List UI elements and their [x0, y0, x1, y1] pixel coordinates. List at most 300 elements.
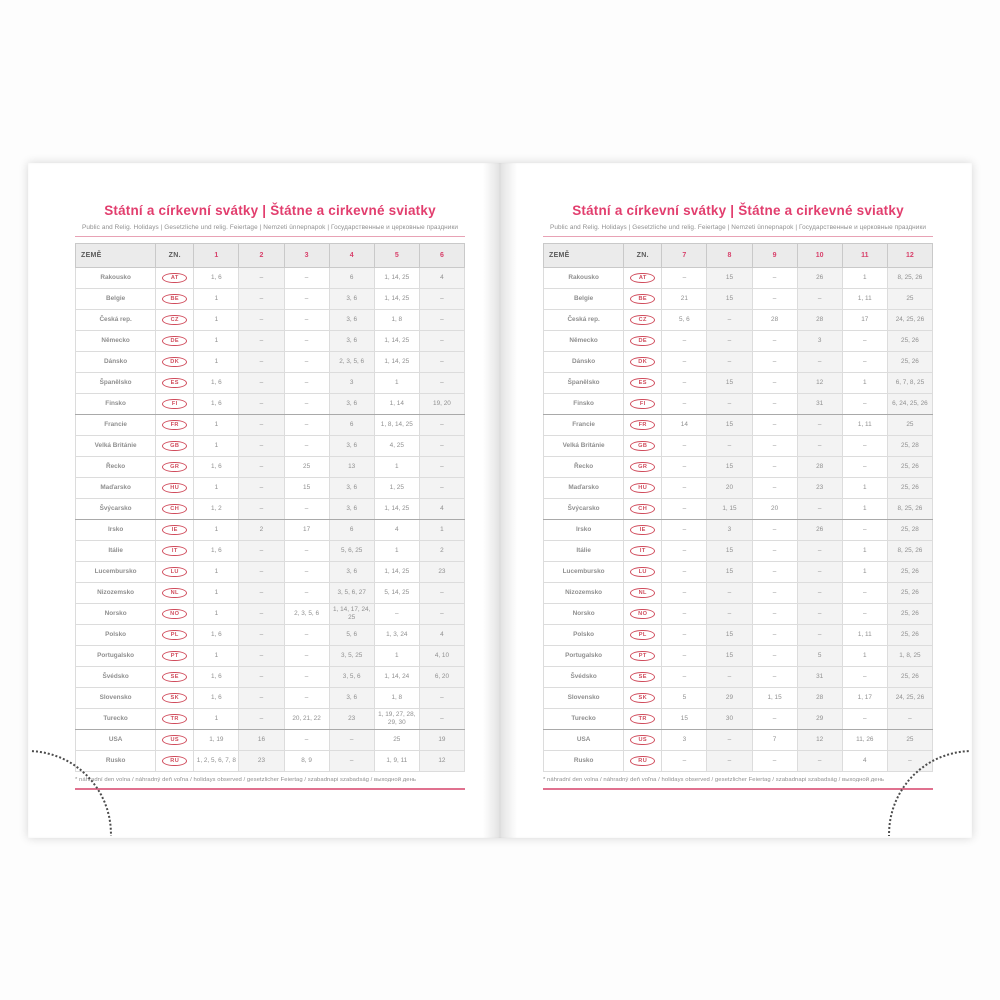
- holiday-dates-cell: 8, 25, 26: [887, 499, 932, 520]
- holiday-dates-cell: 25, 28: [887, 436, 932, 457]
- country-name: Německo: [544, 331, 624, 352]
- holiday-dates-cell: 7: [752, 730, 797, 751]
- holiday-dates-cell: –: [239, 604, 284, 625]
- country-code-oval: AT: [630, 273, 655, 284]
- country-code-oval: IE: [630, 525, 655, 536]
- holiday-dates-cell: 1, 6: [194, 625, 239, 646]
- holiday-dates-cell: 15: [707, 289, 752, 310]
- country-code-badge: [624, 562, 662, 583]
- holiday-dates-cell: 3: [707, 520, 752, 541]
- country-code-badge: [624, 499, 662, 520]
- table-row: [544, 646, 933, 667]
- column-header-month-1: 1: [194, 244, 239, 268]
- holiday-dates-cell: 1, 6: [194, 667, 239, 688]
- table-row: [76, 562, 465, 583]
- holiday-dates-cell: –: [284, 562, 329, 583]
- country-code-oval: NL: [630, 588, 655, 599]
- column-header-month-5: 5: [374, 244, 419, 268]
- table-row: [76, 709, 465, 730]
- country-code-badge: [624, 709, 662, 730]
- country-code-oval: ES: [162, 378, 187, 389]
- holiday-dates-cell: –: [752, 562, 797, 583]
- table-row: [544, 268, 933, 289]
- country-name: Norsko: [544, 604, 624, 625]
- holiday-dates-cell: 23: [239, 751, 284, 772]
- country-code-badge: [624, 583, 662, 604]
- country-code-oval: GB: [630, 441, 655, 452]
- holiday-dates-cell: –: [284, 268, 329, 289]
- holiday-dates-cell: 1, 8: [374, 310, 419, 331]
- holiday-dates-cell: 8, 25, 26: [887, 268, 932, 289]
- holiday-dates-cell: 2, 3, 5, 6: [329, 352, 374, 373]
- table-row: [76, 520, 465, 541]
- holiday-dates-cell: 1, 6: [194, 268, 239, 289]
- holiday-dates-cell: –: [662, 646, 707, 667]
- holiday-dates-cell: 1, 6: [194, 541, 239, 562]
- table-row: [76, 268, 465, 289]
- holiday-dates-cell: 5: [797, 646, 842, 667]
- holiday-dates-cell: 8, 9: [284, 751, 329, 772]
- country-code-oval: PT: [630, 651, 655, 662]
- country-code-oval: PL: [630, 630, 655, 641]
- holiday-dates-cell: 25: [284, 457, 329, 478]
- table-row: [76, 415, 465, 436]
- book-spine-shadow: [483, 163, 517, 838]
- holiday-dates-cell: –: [239, 415, 284, 436]
- country-code-badge: [624, 457, 662, 478]
- holiday-dates-cell: –: [707, 730, 752, 751]
- holiday-dates-cell: –: [752, 289, 797, 310]
- holiday-dates-cell: –: [707, 436, 752, 457]
- holiday-dates-cell: 1: [194, 583, 239, 604]
- holiday-dates-cell: 25, 26: [887, 478, 932, 499]
- holiday-dates-cell: 1: [194, 709, 239, 730]
- column-header-month-3: 3: [284, 244, 329, 268]
- column-header-month-7: 7: [662, 244, 707, 268]
- holiday-dates-cell: 25: [374, 730, 419, 751]
- table-row: [544, 709, 933, 730]
- table-row: [544, 478, 933, 499]
- holiday-dates-cell: –: [797, 562, 842, 583]
- holiday-dates-cell: 1, 11: [842, 415, 887, 436]
- holiday-dates-cell: –: [419, 604, 464, 625]
- holiday-dates-cell: –: [707, 667, 752, 688]
- holiday-dates-cell: 15: [707, 625, 752, 646]
- holiday-dates-cell: 1, 14, 25: [374, 289, 419, 310]
- country-name: Španělsko: [76, 373, 156, 394]
- table-row: [76, 394, 465, 415]
- pink-rule-bottom: [75, 788, 465, 790]
- holiday-dates-cell: 15: [707, 268, 752, 289]
- holiday-dates-cell: 26: [797, 520, 842, 541]
- holiday-dates-cell: –: [797, 415, 842, 436]
- holiday-dates-cell: –: [419, 415, 464, 436]
- holiday-dates-cell: 28: [752, 310, 797, 331]
- holiday-dates-cell: –: [662, 625, 707, 646]
- holiday-dates-cell: –: [662, 499, 707, 520]
- holiday-dates-cell: 3: [797, 331, 842, 352]
- holiday-dates-cell: –: [707, 310, 752, 331]
- holiday-dates-cell: 1, 17: [842, 688, 887, 709]
- country-code-badge: [156, 268, 194, 289]
- country-code-badge: [156, 499, 194, 520]
- holiday-dates-cell: –: [662, 478, 707, 499]
- holiday-dates-cell: 1, 11: [842, 289, 887, 310]
- country-name: Portugalsko: [76, 646, 156, 667]
- country-name: Polsko: [76, 625, 156, 646]
- holiday-dates-cell: –: [662, 394, 707, 415]
- holiday-dates-cell: 3, 6: [329, 688, 374, 709]
- country-code-badge: [624, 520, 662, 541]
- country-name: Nizozemsko: [76, 583, 156, 604]
- holiday-dates-cell: 1, 6: [194, 457, 239, 478]
- table-row: [76, 730, 465, 751]
- column-header-country: ZEMĚ: [76, 244, 156, 268]
- holiday-dates-cell: 8, 25, 26: [887, 541, 932, 562]
- table-row: [544, 457, 933, 478]
- country-name: Rusko: [544, 751, 624, 772]
- holiday-dates-cell: 15: [707, 541, 752, 562]
- table-row: [544, 541, 933, 562]
- holiday-dates-cell: 11, 26: [842, 730, 887, 751]
- holidays-table-months-1-6: [75, 243, 465, 772]
- holiday-dates-cell: –: [419, 688, 464, 709]
- holiday-dates-cell: –: [707, 352, 752, 373]
- holiday-dates-cell: 25, 26: [887, 562, 932, 583]
- country-code-badge: [156, 436, 194, 457]
- country-name: Finsko: [544, 394, 624, 415]
- holiday-dates-cell: 28: [797, 688, 842, 709]
- holiday-dates-cell: 1: [842, 562, 887, 583]
- country-code-oval: DK: [162, 357, 187, 368]
- holiday-dates-cell: 24, 25, 26: [887, 310, 932, 331]
- country-code-badge: [156, 457, 194, 478]
- country-code-oval: CZ: [162, 315, 187, 326]
- country-code-badge: [156, 541, 194, 562]
- country-code-oval: TR: [630, 714, 655, 725]
- holiday-dates-cell: 17: [284, 520, 329, 541]
- country-code-badge: [624, 751, 662, 772]
- country-name: Německo: [76, 331, 156, 352]
- column-header-month-9: 9: [752, 244, 797, 268]
- holiday-dates-cell: –: [284, 541, 329, 562]
- country-name: Švýcarsko: [76, 499, 156, 520]
- country-name: USA: [76, 730, 156, 751]
- holiday-dates-cell: 15: [707, 646, 752, 667]
- holiday-dates-cell: –: [284, 688, 329, 709]
- country-name: Norsko: [76, 604, 156, 625]
- holiday-dates-cell: 3, 5, 6: [329, 667, 374, 688]
- holiday-dates-cell: 3: [329, 373, 374, 394]
- holiday-dates-cell: 3, 6: [329, 394, 374, 415]
- holiday-dates-cell: 15: [707, 373, 752, 394]
- table-row: [76, 352, 465, 373]
- country-code-oval: FR: [630, 420, 655, 431]
- holiday-dates-cell: 23: [797, 478, 842, 499]
- country-name: Slovensko: [76, 688, 156, 709]
- holiday-dates-cell: 15: [707, 457, 752, 478]
- table-row: [76, 373, 465, 394]
- country-code-oval: IE: [162, 525, 187, 536]
- holiday-dates-cell: –: [239, 310, 284, 331]
- country-code-badge: [624, 646, 662, 667]
- country-code-badge: [624, 289, 662, 310]
- holiday-dates-cell: –: [239, 709, 284, 730]
- holiday-dates-cell: –: [887, 751, 932, 772]
- holiday-dates-cell: –: [239, 688, 284, 709]
- holiday-dates-cell: –: [662, 331, 707, 352]
- holiday-dates-cell: 26: [797, 268, 842, 289]
- page-subtitle: Public and Relig. Holidays | Gesetzliche und relig. Feiertage | Nemzeti ünnepnapok | Государственные и церковные праздники: [81, 224, 459, 231]
- holiday-dates-cell: –: [752, 415, 797, 436]
- holiday-dates-cell: –: [752, 541, 797, 562]
- country-code-oval: CH: [630, 504, 655, 515]
- holiday-dates-cell: 3, 6: [329, 478, 374, 499]
- holiday-dates-cell: 12: [419, 751, 464, 772]
- holiday-dates-cell: 28: [797, 457, 842, 478]
- holiday-dates-cell: 6, 7, 8, 25: [887, 373, 932, 394]
- holiday-dates-cell: –: [419, 478, 464, 499]
- country-code-badge: [156, 289, 194, 310]
- holiday-dates-cell: 1, 14, 17, 24, 25: [329, 604, 374, 625]
- country-code-oval: GR: [630, 462, 655, 473]
- country-name: Polsko: [544, 625, 624, 646]
- holiday-dates-cell: 3, 5, 25: [329, 646, 374, 667]
- holiday-dates-cell: 1: [194, 562, 239, 583]
- holiday-dates-cell: –: [842, 667, 887, 688]
- holiday-dates-cell: 1: [842, 541, 887, 562]
- country-name: Dánsko: [76, 352, 156, 373]
- country-code-badge: [156, 394, 194, 415]
- holiday-dates-cell: –: [284, 583, 329, 604]
- table-row: [544, 289, 933, 310]
- country-name: Itálie: [76, 541, 156, 562]
- table-row: [76, 331, 465, 352]
- holiday-dates-cell: –: [797, 499, 842, 520]
- country-name: Francie: [544, 415, 624, 436]
- holiday-dates-cell: 25, 26: [887, 625, 932, 646]
- holiday-dates-cell: –: [797, 352, 842, 373]
- holiday-dates-cell: 1, 25: [374, 478, 419, 499]
- country-name: Velká Británie: [76, 436, 156, 457]
- country-name: Lucembursko: [544, 562, 624, 583]
- holiday-dates-cell: 1: [194, 415, 239, 436]
- holiday-dates-cell: 6, 24, 25, 26: [887, 394, 932, 415]
- country-code-badge: [156, 625, 194, 646]
- holiday-dates-cell: –: [752, 646, 797, 667]
- holiday-dates-cell: 1, 19: [194, 730, 239, 751]
- holiday-dates-cell: 4: [842, 751, 887, 772]
- country-name: Belgie: [76, 289, 156, 310]
- holiday-dates-cell: 6: [329, 520, 374, 541]
- holiday-dates-cell: –: [662, 520, 707, 541]
- holiday-dates-cell: –: [239, 268, 284, 289]
- holiday-dates-cell: 1, 6: [194, 394, 239, 415]
- holiday-dates-cell: 20: [752, 499, 797, 520]
- holiday-dates-cell: –: [662, 436, 707, 457]
- holiday-dates-cell: –: [329, 730, 374, 751]
- holiday-dates-cell: 21: [662, 289, 707, 310]
- holiday-dates-cell: 5, 6: [662, 310, 707, 331]
- country-code-badge: [624, 268, 662, 289]
- table-row: [76, 457, 465, 478]
- holiday-dates-cell: –: [284, 436, 329, 457]
- holiday-dates-cell: –: [284, 373, 329, 394]
- holiday-dates-cell: 1: [194, 604, 239, 625]
- holiday-dates-cell: 24, 25, 26: [887, 688, 932, 709]
- country-name: Španělsko: [544, 373, 624, 394]
- holiday-dates-cell: 3, 6: [329, 310, 374, 331]
- column-header-month-4: 4: [329, 244, 374, 268]
- table-header-row: [544, 244, 933, 268]
- table-row: [544, 583, 933, 604]
- holiday-dates-cell: –: [284, 667, 329, 688]
- holiday-dates-cell: 4: [374, 520, 419, 541]
- country-code-oval: CZ: [630, 315, 655, 326]
- country-code-oval: DE: [162, 336, 187, 347]
- country-name: Francie: [76, 415, 156, 436]
- country-code-oval: NO: [162, 609, 187, 620]
- country-code-badge: [624, 394, 662, 415]
- pink-rule-top: [75, 236, 465, 237]
- holiday-dates-cell: –: [752, 625, 797, 646]
- holiday-dates-cell: 25, 26: [887, 352, 932, 373]
- holiday-dates-cell: 4: [419, 625, 464, 646]
- holiday-dates-cell: 1, 14, 25: [374, 331, 419, 352]
- holiday-dates-cell: 29: [797, 709, 842, 730]
- country-code-badge: [156, 352, 194, 373]
- holiday-dates-cell: 1: [374, 646, 419, 667]
- country-code-oval: DE: [630, 336, 655, 347]
- country-name: Švédsko: [76, 667, 156, 688]
- holiday-dates-cell: 1: [194, 520, 239, 541]
- holiday-dates-cell: 1, 6: [194, 688, 239, 709]
- holiday-dates-cell: 1, 3, 24: [374, 625, 419, 646]
- holiday-dates-cell: 3, 6: [329, 331, 374, 352]
- country-name: Rakousko: [544, 268, 624, 289]
- holiday-dates-cell: –: [752, 457, 797, 478]
- country-code-oval: IT: [630, 546, 655, 557]
- country-code-oval: HU: [630, 483, 655, 494]
- holiday-dates-cell: –: [752, 604, 797, 625]
- holiday-dates-cell: 25: [887, 289, 932, 310]
- country-code-badge: [156, 520, 194, 541]
- holiday-dates-cell: 25: [887, 730, 932, 751]
- holiday-dates-cell: –: [797, 751, 842, 772]
- country-code-badge: [156, 373, 194, 394]
- holiday-dates-cell: –: [239, 583, 284, 604]
- country-code-oval: SK: [630, 693, 655, 704]
- country-code-oval: RU: [630, 756, 655, 767]
- holiday-dates-cell: –: [797, 289, 842, 310]
- holiday-dates-cell: –: [662, 373, 707, 394]
- holiday-dates-cell: 4, 25: [374, 436, 419, 457]
- holiday-dates-cell: 1, 2: [194, 499, 239, 520]
- country-code-oval: US: [162, 735, 187, 746]
- holiday-dates-cell: –: [752, 352, 797, 373]
- country-code-oval: BE: [162, 294, 187, 305]
- country-code-badge: [156, 310, 194, 331]
- holiday-dates-cell: –: [239, 457, 284, 478]
- holiday-dates-cell: –: [662, 667, 707, 688]
- holiday-dates-cell: –: [797, 604, 842, 625]
- holiday-dates-cell: –: [419, 289, 464, 310]
- holiday-dates-cell: –: [284, 415, 329, 436]
- holiday-dates-cell: –: [797, 541, 842, 562]
- holiday-dates-cell: –: [239, 352, 284, 373]
- book-spread: [28, 163, 972, 838]
- holiday-dates-cell: –: [284, 394, 329, 415]
- holiday-dates-cell: 4: [419, 268, 464, 289]
- holiday-dates-cell: 20, 21, 22: [284, 709, 329, 730]
- table-row: [544, 562, 933, 583]
- table-row: [76, 478, 465, 499]
- country-code-oval: GR: [162, 462, 187, 473]
- holiday-dates-cell: –: [239, 373, 284, 394]
- country-code-badge: [624, 688, 662, 709]
- holiday-dates-cell: –: [239, 541, 284, 562]
- table-row: [76, 625, 465, 646]
- table-row: [544, 415, 933, 436]
- holiday-dates-cell: –: [797, 625, 842, 646]
- holiday-dates-cell: 3, 5, 6, 27: [329, 583, 374, 604]
- country-name: Irsko: [544, 520, 624, 541]
- holiday-dates-cell: –: [239, 499, 284, 520]
- country-code-badge: [156, 688, 194, 709]
- holiday-dates-cell: 1, 8, 14, 25: [374, 415, 419, 436]
- column-header-code: ZN.: [624, 244, 662, 268]
- holiday-dates-cell: –: [419, 436, 464, 457]
- holiday-dates-cell: –: [752, 667, 797, 688]
- holiday-dates-cell: –: [662, 541, 707, 562]
- country-code-badge: [624, 478, 662, 499]
- holiday-dates-cell: 5, 6, 25: [329, 541, 374, 562]
- holiday-dates-cell: –: [284, 730, 329, 751]
- holiday-dates-cell: –: [842, 709, 887, 730]
- country-name: Rusko: [76, 751, 156, 772]
- country-name: Maďarsko: [76, 478, 156, 499]
- holiday-dates-cell: 1: [374, 457, 419, 478]
- holiday-dates-cell: 23: [329, 709, 374, 730]
- holiday-dates-cell: 25, 26: [887, 457, 932, 478]
- country-code-badge: [156, 751, 194, 772]
- holiday-dates-cell: 1: [842, 373, 887, 394]
- holiday-dates-cell: 13: [329, 457, 374, 478]
- holiday-dates-cell: –: [239, 562, 284, 583]
- holiday-dates-cell: 1: [419, 520, 464, 541]
- table-row: [76, 667, 465, 688]
- country-code-oval: FR: [162, 420, 187, 431]
- holiday-dates-cell: –: [662, 562, 707, 583]
- holiday-dates-cell: –: [239, 394, 284, 415]
- holiday-dates-cell: –: [842, 394, 887, 415]
- column-header-month-2: 2: [239, 244, 284, 268]
- holiday-dates-cell: 1: [374, 541, 419, 562]
- holiday-dates-cell: 15: [707, 415, 752, 436]
- country-name: Turecko: [76, 709, 156, 730]
- country-code-oval: PL: [162, 630, 187, 641]
- holiday-dates-cell: 12: [797, 730, 842, 751]
- table-row: [76, 604, 465, 625]
- holiday-dates-cell: 25, 26: [887, 604, 932, 625]
- holiday-dates-cell: –: [662, 583, 707, 604]
- column-header-country: ZEMĚ: [544, 244, 624, 268]
- country-name: Velká Británie: [544, 436, 624, 457]
- country-name: Turecko: [544, 709, 624, 730]
- column-header-month-11: 11: [842, 244, 887, 268]
- holiday-dates-cell: 3, 6: [329, 562, 374, 583]
- table-row: [76, 310, 465, 331]
